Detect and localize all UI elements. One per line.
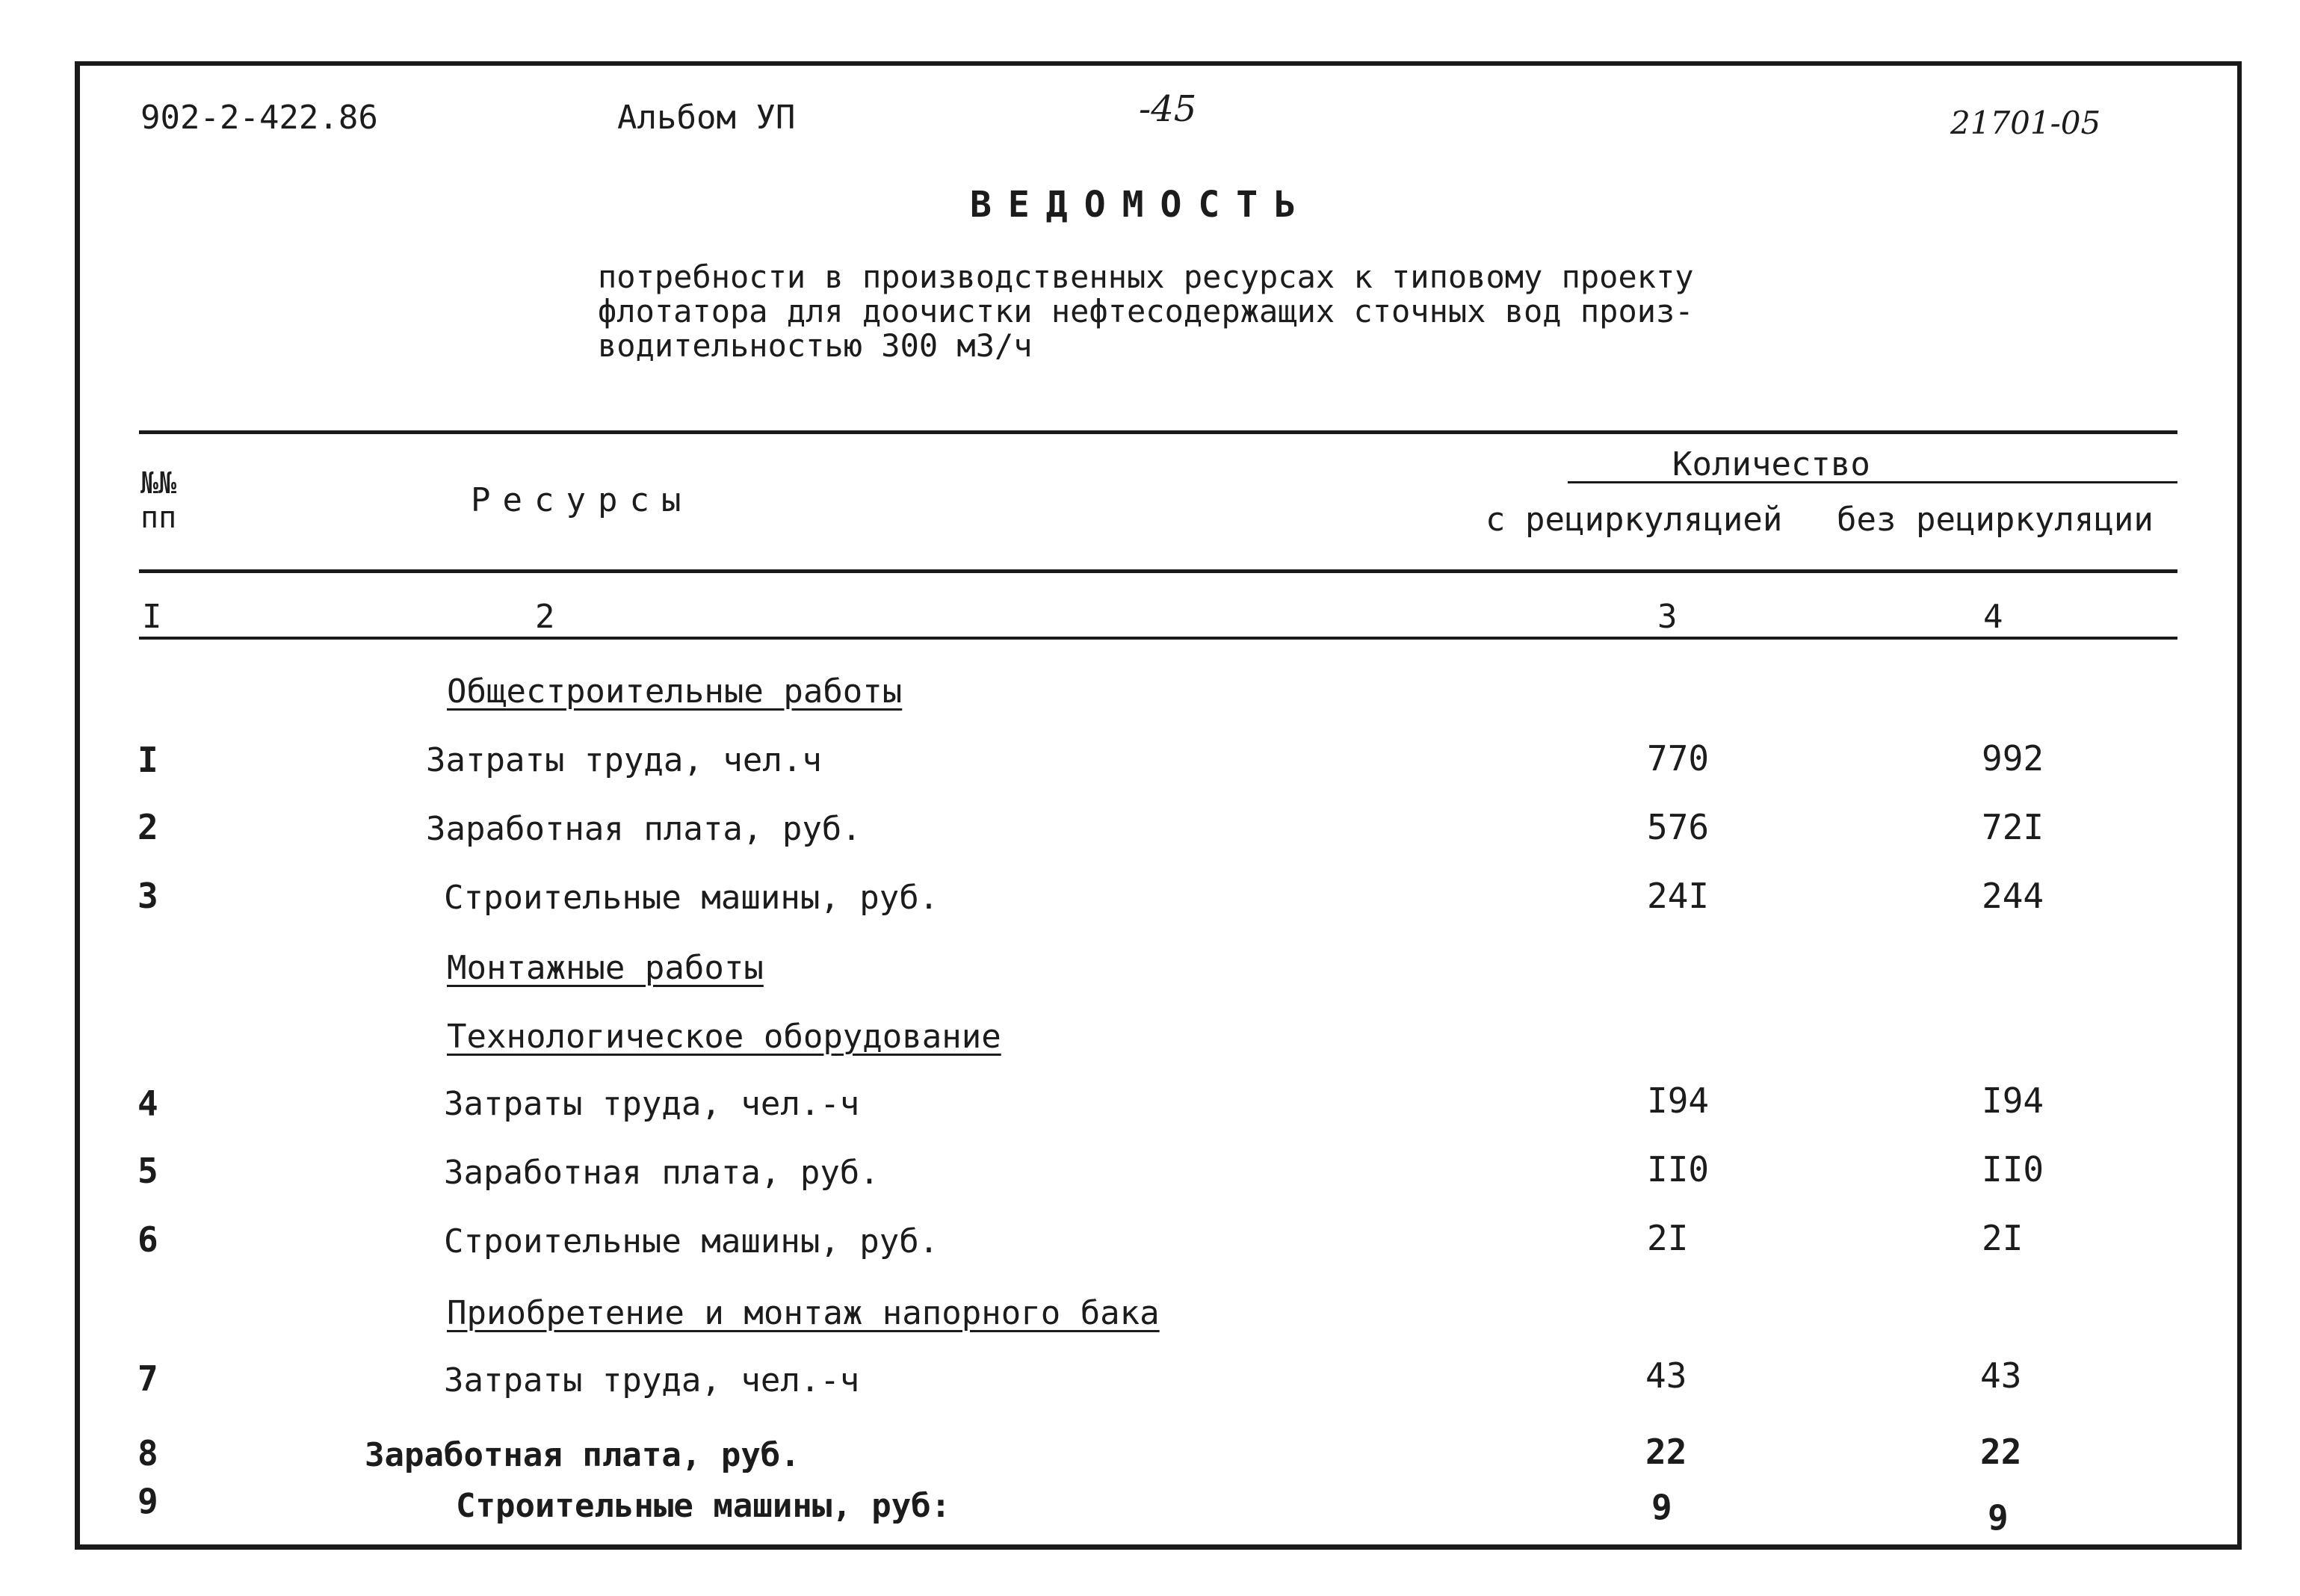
page-title: ВЕДОМОСТЬ [970,184,1313,226]
row-3-resource: Строительные машины, руб. [444,879,939,917]
row-2-number: 2 [137,807,158,847]
album-label: Альбом УП [617,99,796,137]
row-9-without-recirc: 9 [1988,1497,2009,1538]
row-3-without-recirc: 244 [1982,876,2044,916]
row-3-with-recirc: 24I [1647,876,1710,916]
row-1-resource: Затраты труда, чел.ч [426,741,822,779]
col-without-recirc-header: без рециркуляции [1837,501,2154,539]
row-2-resource: Заработная плата, руб. [426,810,862,848]
row-4-with-recirc: I94 [1647,1080,1710,1121]
col-number-3: 3 [1657,598,1678,636]
table-top-rule [139,430,2177,434]
row-8-resource: Заработная плата, руб. [365,1436,800,1474]
row-9-with-recirc: 9 [1651,1487,1672,1527]
row-2-with-recirc: 576 [1647,807,1710,847]
subtitle-line-2: флотатора для доочистки нефтесодержащих сточных вод произ- [598,293,1694,330]
section-installation: Монтажные работы [447,949,764,987]
row-6-with-recirc: 2I [1647,1218,1689,1258]
section-pressure-tank: Приобретение и монтаж напорного бака [447,1294,1160,1332]
row-7-without-recirc: 43 [1980,1355,2022,1396]
row-6-without-recirc: 2I [1982,1218,2024,1258]
row-4-without-recirc: I94 [1982,1080,2044,1121]
row-6-resource: Строительные машины, руб. [444,1222,939,1261]
col-resource-header: Ресурсы [471,481,693,519]
col-with-recirc-header: с рециркуляцией [1486,501,1783,539]
colnum-rule [139,637,2177,640]
col-number-1: I [142,598,162,636]
row-1-with-recirc: 770 [1647,738,1710,779]
row-8-number: 8 [137,1433,158,1473]
col-quantity-header: Количество [1672,445,1870,483]
header-bottom-rule [139,569,2177,573]
col-number-4: 4 [1983,598,2003,636]
quantity-rule [1568,481,2177,483]
section-general-construction: Общестроительные работы [447,672,903,711]
row-2-without-recirc: 72I [1982,807,2044,847]
row-5-without-recirc: II0 [1982,1149,2044,1190]
row-7-number: 7 [137,1358,158,1399]
row-9-resource: Строительные машины, руб: [456,1487,951,1525]
row-1-without-recirc: 992 [1982,738,2044,779]
row-5-number: 5 [137,1151,158,1191]
row-4-resource: Затраты труда, чел.-ч [444,1085,860,1123]
page-number: -45 [1139,88,1197,130]
row-5-with-recirc: II0 [1647,1149,1710,1190]
col-no-header [140,466,176,535]
col-no-line-2: пп [140,501,177,535]
section-process-equipment: Технологическое оборудование [447,1018,1001,1056]
row-7-with-recirc: 43 [1645,1355,1687,1396]
row-6-number: 6 [137,1219,158,1260]
col-number-2: 2 [535,598,555,636]
col-no-line-1: №№ [140,466,177,501]
row-9-number: 9 [137,1481,158,1521]
subtitle-line-1: потребности в производственных ресурсах к типовому проекту [598,259,1694,295]
row-8-with-recirc: 22 [1645,1432,1687,1472]
row-4-number: 4 [137,1083,158,1124]
archive-stamp: 21701-05 [1950,105,2101,141]
subtitle-line-3: водительностью 300 м3/ч [598,327,1033,364]
row-5-resource: Заработная плата, руб. [444,1154,879,1192]
row-3-number: 3 [137,876,158,916]
row-8-without-recirc: 22 [1980,1432,2022,1472]
row-1-number: I [137,740,158,780]
doc-code: 902-2-422.86 [140,99,378,137]
row-7-resource: Затраты труда, чел.-ч [444,1361,860,1399]
